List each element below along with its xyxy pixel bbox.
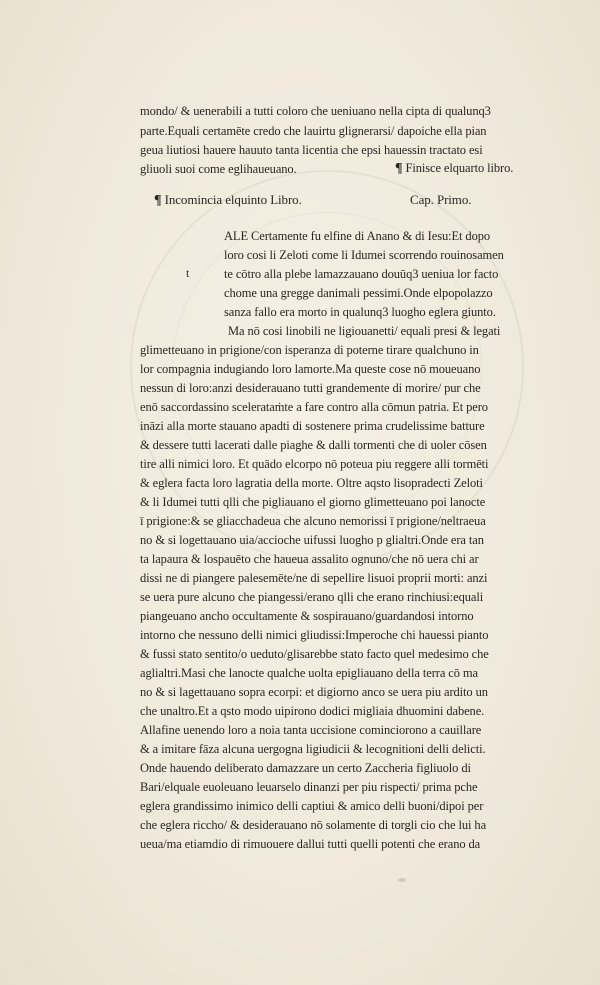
text-line: se uera pure alcuno che piangessi/erano qlli che erano rinchiusi:equali — [140, 590, 484, 604]
text-line: Ma nō cosi linobili ne ligiouanetti/ equali presi & legati — [228, 324, 501, 338]
text-line: lor compagnia indugiando loro lamorte.Ma queste cose nō moueuano — [140, 362, 481, 376]
text-line: intorno che nessuno delli nimici gliudissi:Imperoche chi hauessi pianto — [140, 628, 489, 642]
text-line: che eglera riccho/ & desiderauano nō solamente di torgli cio che lui ha — [140, 818, 487, 832]
text-line: enō saccordassino scelerataṁte a fare contro alla cōmun patria. Et pero — [140, 400, 488, 414]
text-line: & a imitare fāza alcuna uergogna ligiudicii & lecognitioni delli delicti. — [140, 742, 486, 756]
text-line: & fussi stato sentito/o ueduto/glisarebbe stato facto quel medesimo che — [140, 647, 489, 661]
text-line: tire alli nimici loro. Et quādo elcorpo nō poteua piu reggere alli tormēti — [140, 457, 489, 471]
text-line: loro cosi li Zeloti come li Idumei scorrendo rouinosamen — [224, 248, 504, 262]
text-line: Bari/elquale euoleuano leuarselo dinanzi per piu rispecti/ prima pche — [140, 780, 478, 794]
text-line: nessun di loro:anzi desiderauano tutti grandemente di morire/ pur che — [140, 381, 481, 395]
book-title: Incomincia elquinto Libro. — [164, 192, 302, 207]
text-line: & dessere tutti lacerati dalle piaghe & dalli tormenti che di uoler cōsen — [140, 438, 487, 452]
text-line: no & si logettauano uia/accioche uifussi luogho p glialtri.Onde era tan — [140, 533, 484, 547]
chapter-heading — [154, 193, 302, 208]
text-line: & eglera facta loro lagratia della morte. Oltre aqsto lisopradecti Zeloti — [140, 476, 483, 490]
pilcrow-icon: ¶ — [395, 161, 403, 176]
text-line: ta lapaura & lospauēto che haueua assalito ognuno/che nō uera chi ar — [140, 552, 479, 566]
text-line: eglera grandissimo inimico delli captiui & amico delli buoni/dipoi per — [140, 799, 484, 813]
text-line: geua liutiosi hauere hauuto tanta licentia che epsi hauessin tractato esi — [140, 143, 483, 157]
text-line: ALE Certamente fu elfine di Anano & di Iesu:Et dopo — [224, 229, 491, 243]
text-line: mondo/ & uenerabili a tutti coloro che ueniuano nella cipta di qualunq3 — [140, 104, 491, 118]
text-line: dissi ne di piangere palesemēte/ne di sepellire lisuoi proprii morti: anzi — [140, 571, 488, 585]
text-line: & li Idumei tutti qlli che pigliauano el giorno glimetteuano poi lanocte — [140, 495, 486, 509]
text-line: te cōtro alla plebe lamazzauano douūq3 ueniua lor facto — [224, 267, 499, 281]
chapter-number: Cap. Primo. — [410, 192, 472, 207]
text-line: aglialtri.Masi che lanocte qualche uolta epigliauano della terra cō ma — [140, 666, 478, 680]
text-line: piangeuano ancho occultamente & sospirauano/guardandosi intorno — [140, 609, 474, 623]
text-line: ueua/ma etiamdio di rimuouere dallui tutti quelli potenti che erano da — [140, 837, 481, 851]
book-end-note — [395, 161, 513, 176]
text-line: che unaltro.Et a qsto modo uipirono dodici migliaia dhuomini dabene. — [140, 704, 485, 718]
end-note-text: Finisce elquarto libro. — [405, 161, 514, 175]
ink-smudge — [398, 878, 406, 882]
text-line: parte.Equali certamēte credo che lauirtu glignerarsi/ dapoiche ella pian — [140, 124, 487, 138]
text-line: sanza fallo era morto in qualunq3 luogho eglera giunto. — [224, 305, 496, 319]
text-line: ī prigione:& se gliacchadeua che alcuno nemorissi ī prigione/neltraeua — [140, 514, 486, 528]
text-line: glimetteuano in prigione/con isperanza di poterne tirare qualchuno in — [140, 343, 479, 357]
text-line: gliuoli suoi come eglihaueuano. — [140, 162, 297, 176]
text-line: no & si lagettauano sopra ecorpi: et digiorno anco se uera piu ardito un — [140, 685, 488, 699]
text-line: chome una gregge danimali pessimi.Onde elpopolazzo — [224, 286, 493, 300]
text-line: Allafine uenendo loro a noia tanta uccisione cominciorono a cauillare — [140, 723, 482, 737]
margin-note: t — [186, 266, 190, 280]
pilcrow-icon: ¶ — [154, 193, 162, 208]
text-line: Onde hauendo deliberato damazzare un certo Zaccheria figliuolo di — [140, 761, 471, 775]
text-line: ināzi alla morte stauano apadti di sostenere prima crudelissime batture — [140, 419, 485, 433]
